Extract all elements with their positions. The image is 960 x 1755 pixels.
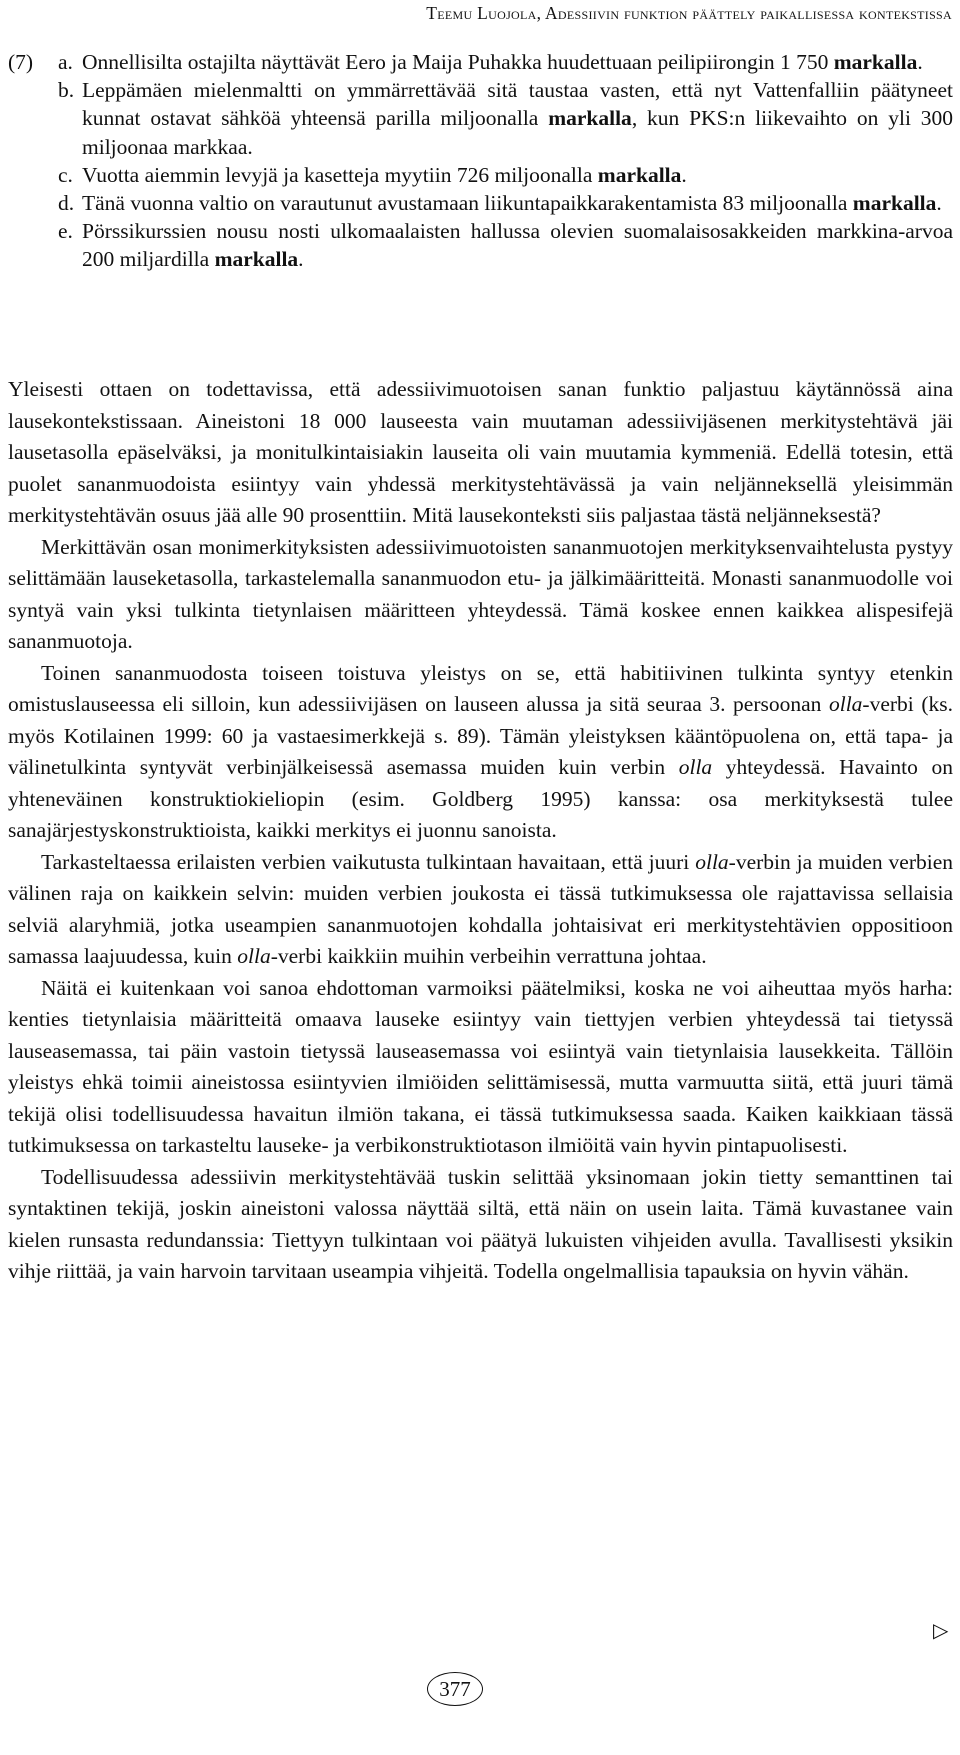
example-letter: a.	[58, 50, 73, 74]
paragraph: Merkittävän osan monimerkityksisten adessiivimuotoisten sananmuotojen merkityksenvaihtelusta pystyy selittämään lauseketasolla, tarkastelemalla sananmuodon etu- ja jälkimääritteitä. Monasti sananmuodolle voi syntyä vain yksi tulkinta tietynlaisen määritteen yhteydessä. Tämä koskee ennen kaikkea alispesifejä sananmuotoja.	[8, 534, 953, 653]
running-head: Teemu Luojola, Adessiivin funktion päättely paikallisessa kontekstissa	[426, 3, 952, 23]
next-page-arrow-icon: ▷	[933, 1620, 949, 1642]
example-text: Onnellisilta ostajilta näyttävät Eero ja Maija Puhakka huudettuaan peilipiirongin 1 750 markalla.	[82, 50, 923, 74]
paragraph: Yleisesti ottaen on todettavissa, että adessiivimuotoisen sanan funktio paljastuu käytännössä aina lausekontekstissaan. Aineistoni 18 000 lauseesta vain muutaman adessiivijäsenen merkitystehtävä jäi lausetasolla epäselväksi, ja monitulkintaisiakin lauseita oli vain muutamia kymmeniä. Edellä totesin, että puolet sananmuodoista esiintyy vain yhdessä merkitystehtävässä ja vain neljänneksellä yleisimmän merkitystehtävän osuus jää alle 90 prosenttiin. Mitä lausekonteksti siis paljastaa tästä neljänneksestä?	[8, 377, 953, 527]
example-item-d	[58, 189, 953, 217]
example-letter: b.	[58, 78, 75, 103]
example-item-a	[8, 48, 953, 76]
example-list	[8, 48, 953, 274]
example-letter: d.	[58, 191, 75, 216]
paragraph: Näitä ei kuitenkaan voi sanoa ehdottoman varmoiksi päätelmiksi, koska ne voi aiheuttaa myös harha: kenties tietynlaisia määritteitä omaava lauseke esiintyy vain tiettyjen verbien yhteydessä tai tietyssä lauseasemassa, tai päin vastoin tietyssä lauseasemassa voi esiintyä vain tietynlaisia lausekkeita. Tällöin yleistys ehkä toimii aineistossa esiintyvien ilmiöiden selittämisessä, mutta varmuutta siitä, että juuri tämä tekijä olisi todellisuudessa havaitun ilmiön takana, ei tässä tutkimuksessa saada. Kaiken kaikkiaan tässä tutkimuksessa on tarkasteltu lauseke- ja verbikonstruktiotason ilmiöitä vain hyvin pintapuolisesti.	[8, 975, 953, 1157]
body-text	[8, 374, 953, 1288]
example-text: Pörssikurssien nousu nosti ulkomaalaisten hallussa olevien suomalaisosakkeiden markkina-arvoa 200 miljardilla markalla.	[82, 219, 953, 272]
bold-term: markalla	[597, 162, 682, 187]
example-text: Tänä vuonna valtio on varautunut avustamaan liikuntapaikkarakentamista 83 miljoonalla markalla.	[82, 191, 942, 216]
paragraph: Todellisuudessa adessiivin merkitystehtävää tuskin selittää yksinomaan jokin tietty semanttinen tai syntaktinen tekijä, joskin aineistoni valossa näyttää siltä, että näin on usein laita. Tämä kuvastanee vain kielen runsasta redundanssia: Tiettyyn tulkintaan voi päätyä lukuisten vihjeiden avulla. Tavallisesti yksikin vihje riittää, ja vain harvoin tarvitaan useampia vihjeitä. Todella ongelmallisia tapauksia on hyvin vähän.	[8, 1164, 953, 1283]
example-text: Leppämäen mielenmaltti on ymmärrettävää sitä taustaa vasten, että nyt Vattenfalliin päätyneet kunnat ostavat sähköä yhteensä parilla miljoonalla markalla, kun PKS:n liikevaihto on yli 300 miljoonaa markkaa.	[82, 78, 954, 159]
example-item-c	[58, 161, 953, 189]
bold-term: markalla	[852, 191, 937, 216]
example-item-e	[58, 217, 953, 273]
paragraph: Tarkasteltaessa erilaisten verbien vaikutusta tulkintaan havaitaan, että juuri olla-verbin ja muiden verbien välinen raja on kaikkein selvin: muiden verbien joukosta ei tässä tutkimuksessa ole rajattavissa sellaisia selviä alaryhmiä, jotka useampien sananmuotojen kohdalla johtaisivat eri merkitystehtävien oppositioon samassa laajuudessa, kuin olla-verbi kaikkiin muihin verbeihin verrattuna johtaa.	[8, 849, 954, 968]
bold-term: markalla	[214, 247, 299, 272]
example-letter: c.	[58, 162, 73, 187]
bold-term: markalla	[548, 106, 632, 131]
example-letter: e.	[58, 219, 73, 244]
bold-term: markalla	[833, 50, 918, 74]
example-text: Vuotta aiemmin levyjä ja kasetteja myytiin 726 miljoonalla markalla.	[82, 162, 687, 187]
page-number: 377	[427, 1672, 483, 1706]
example-number: (7)	[8, 50, 34, 74]
example-item-b	[58, 76, 953, 161]
paragraph: Toinen sananmuodosta toiseen toistuva yleistys on se, että habitiivinen tulkinta syntyy etenkin omistuslauseessa eli silloin, kun adessiivijäsen on lauseen alussa ja sitä seuraa 3. persoonan olla-verbi (ks. myös Kotilainen 1999: 60 ja vastaesimerkkejä s. 89). Tämän yleistyksen kääntöpuolena on, että tapa- ja välinetulkinta syntyvät verbinjälkeisessä asemassa muiden kuin verbin olla yhteydessä. Havainto on yhteneväinen konstruktiokieliopin (esim. Goldberg 1995) kanssa: osa merkityksestä tulee sanajärjestyskonstruktioista, kaikki merkitys ei juonnu sanoista.	[8, 660, 953, 842]
